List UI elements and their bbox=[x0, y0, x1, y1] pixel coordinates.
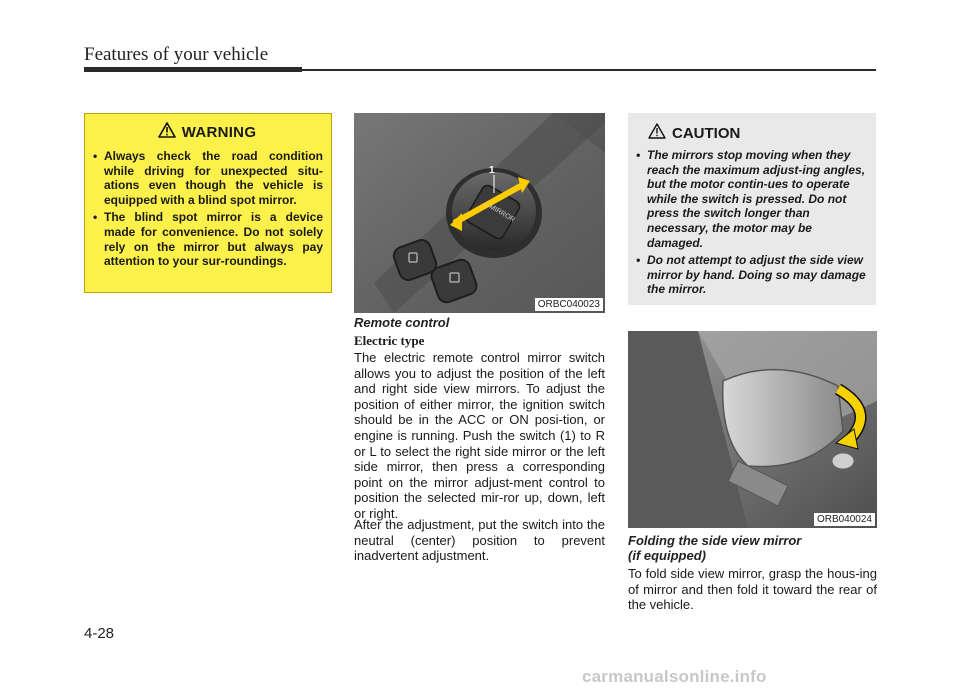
warning-header bbox=[91, 122, 323, 143]
folding-paragraph: To fold side view mirror, grasp the hous-ing of mirror and then fold it toward the rear of the vehicle. bbox=[628, 566, 877, 613]
remote-control-paragraph: The electric remote control mirror switch allows you to adjust the position of the left and right side view mirrors. To adjust the position of either mirror, the ignition switch should be in the ACC or ON posi-tion, or engine is running. Push the switch (1) to R or L to select the right side mirror or the left side mirror, then press a corresponding point on the mirror adjust-ment control to position the selected mir-ror up, down, left or right. bbox=[354, 350, 605, 521]
warning-item: • The blind spot mirror is a device made for convenience. Do not solely rely on the mirror but always pay attention to your sur-roundings. bbox=[91, 210, 323, 268]
caution-header bbox=[648, 123, 866, 144]
folding-heading-line2: (if equipped) bbox=[628, 548, 706, 563]
warning-list bbox=[91, 149, 323, 269]
caution-label: CAUTION bbox=[672, 125, 741, 142]
caution-item: • The mirrors stop moving when they reach the maximum adjust-ing angles, but the motor contin-ues to operate while the switch is pressed. Do not press the switch longer than necessary, the motor may be damaged. bbox=[634, 148, 866, 250]
warning-item: • Always check the road condition while driving for unexpected situ-ations even though the vehicle is equipped with a blind spot mirror. bbox=[91, 149, 323, 207]
electric-type-heading: Electric type bbox=[354, 333, 425, 348]
figure-code: ORBC040023 bbox=[535, 298, 603, 311]
side-mirror-photo bbox=[628, 331, 877, 528]
remote-control-heading: Remote control bbox=[354, 315, 450, 330]
folding-heading-line1: Folding the side view mirror bbox=[628, 533, 802, 548]
mirror-switch-photo bbox=[354, 113, 605, 313]
figure-code: ORB040024 bbox=[814, 513, 875, 526]
warning-box bbox=[84, 113, 332, 293]
svg-text:L MIRROR: L MIRROR bbox=[483, 200, 516, 224]
caution-triangle-icon bbox=[648, 123, 666, 144]
adjustment-paragraph: After the adjustment, put the switch into the neutral (center) position to prevent inadvertent adjustment. bbox=[354, 517, 605, 564]
page-header-title: Features of your vehicle bbox=[84, 44, 269, 65]
warning-triangle-icon bbox=[158, 122, 176, 143]
folding-heading bbox=[628, 533, 801, 563]
header-rule bbox=[84, 67, 302, 72]
callout-number: 1 bbox=[489, 165, 495, 176]
watermark: carmanualsonline.info bbox=[582, 667, 767, 686]
caution-list bbox=[634, 148, 866, 297]
warning-label: WARNING bbox=[181, 124, 257, 141]
caution-item: • Do not attempt to adjust the side view mirror by hand. Doing so may damage the mirror. bbox=[634, 253, 866, 297]
page-number: 4-28 bbox=[84, 625, 115, 642]
header-rule-thin bbox=[302, 69, 876, 71]
caution-box bbox=[628, 113, 876, 305]
